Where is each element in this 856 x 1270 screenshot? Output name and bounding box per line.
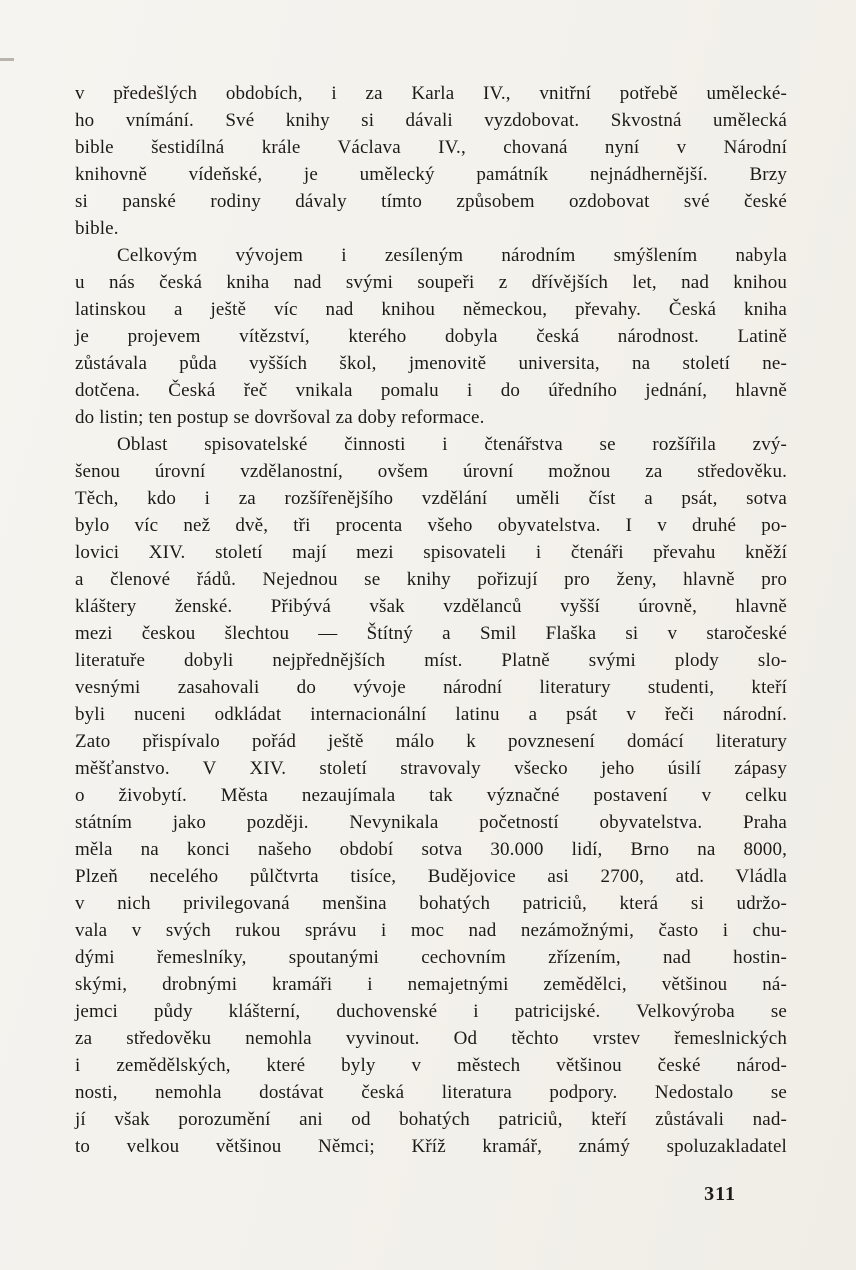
text-line: bible. [75, 218, 119, 239]
text-line: i zemědělských, které byly v městech většinou české národ- [75, 1055, 787, 1076]
text-line: u nás česká kniha nad svými soupeři z dřívějších let, nad knihou [75, 272, 787, 293]
text-line: do listin; ten postup se dovršoval za doby reformace. [75, 407, 485, 428]
text-line: latinskou a ještě víc nad knihou německou, převahy. Česká kniha [75, 299, 787, 320]
text-line: Oblast spisovatelské činnosti i čtenářstva se rozšířila zvý- [117, 434, 787, 455]
text-line: šenou úrovní vzdělanostní, ovšem úrovní možnou za středověku. [75, 461, 787, 482]
text-line: ho vnímání. Své knihy si dávali vyzdobovat. Skvostná umělecká [75, 110, 787, 131]
text-line: dotčena. Česká řeč vnikala pomalu i do úředního jednání, hlavně [75, 380, 787, 401]
text-line: byli nuceni odkládat internacionální latinu a psát v řeči národní. [75, 704, 787, 725]
body-text [75, 80, 787, 1160]
text-line: bible šestidílná krále Václava IV., chovaná nyní v Národní [75, 137, 787, 158]
text-line: a členové řádů. Nejednou se knihy pořizují pro ženy, hlavně pro [75, 569, 787, 590]
page-number: 311 [704, 1183, 736, 1205]
text-line: o živobytí. Města nezaujímala tak význačné postavení v celku [75, 785, 787, 806]
paragraph [75, 80, 787, 242]
text-line: státním jako později. Nevynikala početností obyvatelstva. Praha [75, 812, 787, 833]
text-line: skými, drobnými kramáři i nemajetnými zemědělci, většinou ná- [75, 974, 787, 995]
text-line: je projevem vítězství, kterého dobyla česká národnost. Latině [75, 326, 787, 347]
text-line: lovici XIV. století mají mezi spisovateli i čtenáři převahu kněží [75, 542, 787, 563]
text-line: Těch, kdo i za rozšířenějšího vzdělání uměli číst a psát, sotva [75, 488, 787, 509]
text-line: měšťanstvo. V XIV. století stravovaly všecko jeho úsilí zápasy [75, 758, 787, 779]
text-line: jí však porozumění ani od bohatých patriciů, kteří zůstávali nad- [75, 1109, 787, 1130]
text-line: literatuře dobyli nejpřednějších míst. Platně svými plody slo- [75, 650, 787, 671]
text-line: to velkou většinou Němci; Kříž kramář, známý spoluzakladatel [75, 1136, 787, 1157]
text-line: vesnými zasahovali do vývoje národní literatury studenti, kteří [75, 677, 787, 698]
text-line: mezi českou šlechtou — Štítný a Smil Flaška si v staročeské [75, 623, 787, 644]
text-line: zůstávala půda vyšších škol, jmenovitě universita, na století ne- [75, 353, 787, 374]
text-line: vala v svých rukou správu i moc nad nezámožnými, často i chu- [75, 920, 787, 941]
text-line: Celkovým vývojem i zesíleným národním smýšlením nabyla [117, 245, 787, 266]
scan-artifact [0, 58, 14, 61]
paragraph [75, 431, 787, 1160]
text-line: kláštery ženské. Přibývá však vzdělanců vyšší úrovně, hlavně [75, 596, 787, 617]
text-line: knihovně vídeňské, je umělecký památník nejnádhernější. Brzy [75, 164, 787, 185]
text-line: měla na konci našeho období sotva 30.000 lidí, Brno na 8000, [75, 839, 787, 860]
text-line: dými řemeslníky, spoutanými cechovním zřízením, nad hostin- [75, 947, 787, 968]
text-line: Zato přispívalo pořád ještě málo k povznesení domácí literatury [75, 731, 787, 752]
text-line: bylo víc než dvě, tři procenta všeho obyvatelstva. I v druhé po- [75, 515, 787, 536]
paragraph [75, 242, 787, 431]
text-line: v předešlých obdobích, i za Karla IV., vnitřní potřebě umělecké- [75, 83, 787, 104]
text-line: jemci půdy klášterní, duchovenské i patricijské. Velkovýroba se [75, 1001, 787, 1022]
text-line: Plzeň necelého půlčtvrta tisíce, Budějovice asi 2700, atd. Vládla [75, 866, 787, 887]
text-line: nosti, nemohla dostávat česká literatura podpory. Nedostalo se [75, 1082, 787, 1103]
text-line: v nich privilegovaná menšina bohatých patriciů, která si udržo- [75, 893, 787, 914]
text-line: si panské rodiny dávaly tímto způsobem ozdobovat své české [75, 191, 787, 212]
text-line: za středověku nemohla vyvinout. Od těchto vrstev řemeslnických [75, 1028, 787, 1049]
